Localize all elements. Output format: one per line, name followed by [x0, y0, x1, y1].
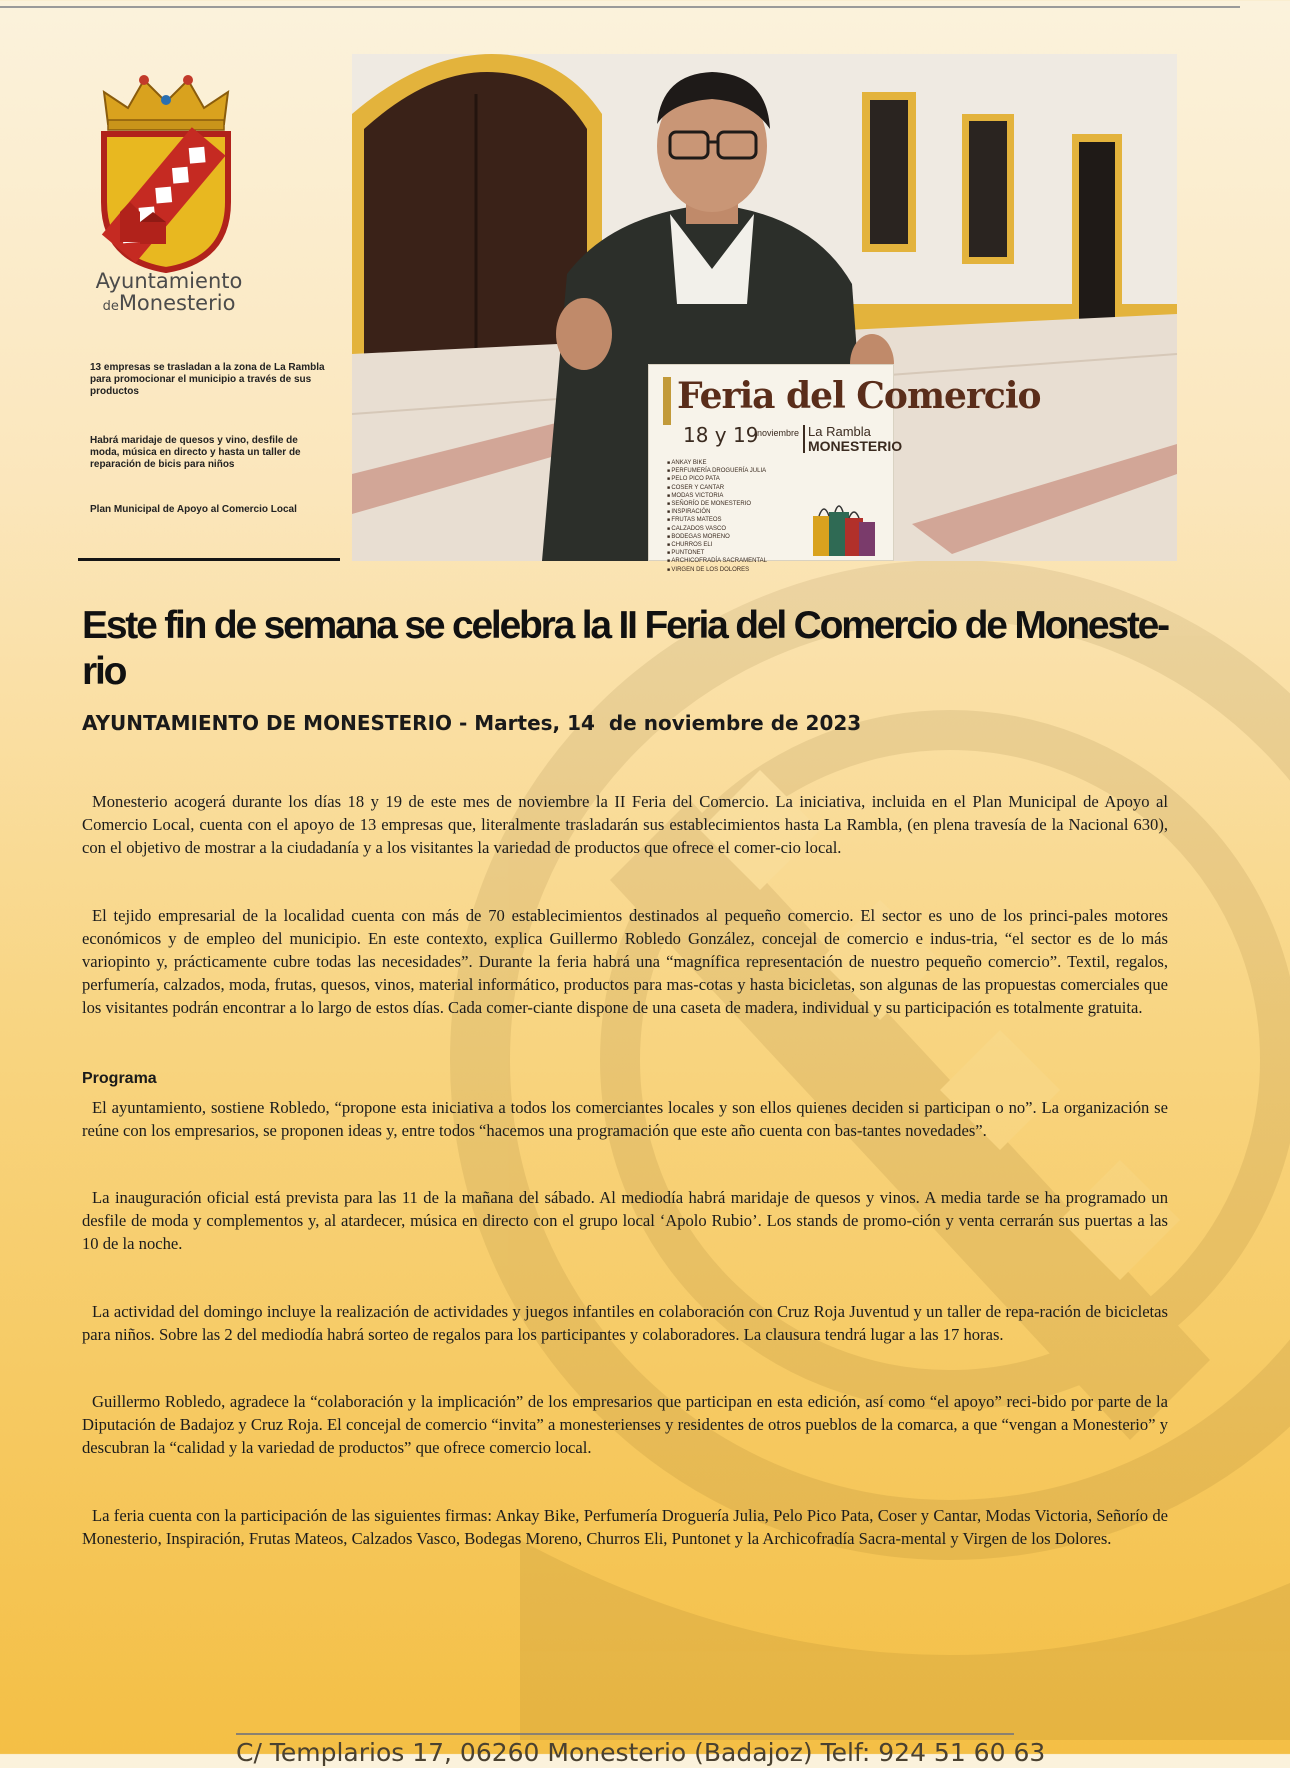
side-note: Habrá maridaje de quesos y vino, desfile de moda, música en directo y hasta un taller de reparación de bicis para niños: [90, 435, 301, 470]
shopping-bags-icon: [809, 496, 879, 558]
article-paragraph: La actividad del domingo incluye la realización de actividades y juegos infantiles en colaboración con Cruz Roja Juventud y un taller de repa-ración de bicicletas para niños. Sobre las 2 del mediodía habrá sorteo de regalos para los participantes y colaboradores. La clausura tendrá lugar a las 17 horas.: [82, 1301, 1168, 1344]
top-border-rule: [0, 6, 1240, 8]
poster-exhibitor: ■ ARCHICOFRADÍA SACRAMENTAL: [667, 557, 767, 565]
side-highlights: [90, 362, 330, 553]
logo-line-2-name: Monesterio: [118, 291, 236, 316]
poster-exhibitor: ■ CHURROS ELI: [667, 541, 767, 549]
logo-line-2: [84, 292, 254, 314]
poster-exhibitor: ■ VIRGEN DE LOS DOLORES: [667, 566, 767, 574]
article-paragraph: El tejido empresarial de la localidad cuenta con más de 70 establecimientos destinados al pequeño comercio. El sector es uno de los princi-pales motores económicos y de empleo del municipio. En este contexto, explica Guillermo Robledo González, concejal de comercio e indus-tria, “el sector es de lo más variopinto y, prácticamente cubre todas las necesidades”. Durante la feria habrá una “magnífica representación de nuestro pequeño comercio”. Textil, regalos, perfumería, calzados, moda, frutas, quesos, vinos, material informático, productos para mas-cotas y hasta bicicletas, son algunas de las propuestas comerciales que los visitantes podrán encontrar a lo largo de estos días. Cada comer-ciante dispone de una caseta de madera, individual y su participación es totalmente gratuita.: [82, 905, 1168, 1018]
article-paragraph: Guillermo Robledo, agradece la “colaboración y la implicación” de los empresarios que participan en esta edición, así como “el apoyo” reci-bido por parte de la Diputación de Badajoz y Cruz Roja. El concejal de comercio “invita” a monesterienses y residentes de otros pueblos de la comarca, a que “vengan a Monesterio” y descubran la “calidad y la variedad de productos” que ofrece comercio local.: [82, 1392, 1168, 1458]
poster-place: [803, 425, 902, 453]
poster-exhibitor: ■ ANKAY BIKE: [667, 459, 767, 467]
poster-exhibitor: ■ PERFUMERÍA DROGUERÍA JULIA: [667, 467, 767, 475]
section-subheading: Programa: [82, 1069, 157, 1087]
article-paragraph: Monesterio acogerá durante los días 18 y 19 de este mes de noviembre la II Feria del Comercio. La iniciativa, incluida en el Plan Municipal de Apoyo al Comercio Local, cuenta con el apoyo de 13 empresas que, literalmente trasladarán sus establecimientos hasta La Rambla, (en plena travesía de la Nacional 630), con el objetivo de mostrar a la ciudadanía y a los visitantes la variedad de productos que ofrece el comer-cio local.: [82, 792, 1168, 858]
side-divider: [78, 558, 340, 561]
article-paragraph: La inauguración oficial está prevista para las 11 de la mañana del sábado. Al mediodía habrá maridaje de quesos y vinos. A media tarde se ha programado un desfile de moda y complementos y, al atardecer, música en directo con el grupo local ‘Apolo Rubio’. Los stands de promo-ción y venta cerrarán sus puertas a las 10 de la noche.: [82, 1188, 1168, 1254]
article-body: [82, 790, 1168, 1550]
poster-exhibitor-list: [667, 459, 767, 574]
logo-wordmark: [84, 270, 254, 314]
logo-line-2-prefix: de: [102, 299, 119, 315]
fair-poster: [648, 364, 1041, 573]
poster-title: Feria del Comercio: [677, 375, 1041, 417]
article-headline: Este fin de semana se celebra la II Feria del Comercio de Moneste-rio: [82, 604, 1168, 693]
poster-place-line-1: La Rambla: [808, 424, 871, 439]
logo-line-1: Ayuntamiento: [95, 269, 243, 293]
article-byline: AYUNTAMIENTO DE MONESTERIO - Martes, 14 de noviembre de 2023: [82, 711, 862, 735]
footer-address: C/ Templarios 17, 06260 Monesterio (Badajoz) Telf: 924 51 60 63: [236, 1738, 1046, 1767]
footer-divider: [236, 1733, 1014, 1735]
poster-exhibitor: ■ COSER Y CANTAR: [667, 484, 767, 492]
article-paragraph: La feria cuenta con la participación de las siguientes firmas: Ankay Bike, Perfumería Droguería Julia, Pelo Pico Pata, Coser y Cantar, Modas Victoria, Señorío de Monesterio, Inspiración, Frutas Mateos, Calzados Vasco, Bodegas Moreno, Churros Eli, Puntonet y la Archicofradía Sacra-mental y Virgen de los Dolores.: [82, 1505, 1168, 1548]
article-paragraph: El ayuntamiento, sostiene Robledo, “propone esta iniciativa a todos los comerciantes locales y son ellos quienes deciden si participan o no”. La organización se reúne con los empresarios, se proponen ideas y, entre todos “hacemos una programación que este año cuenta con bas-tantes novedades”.: [82, 1097, 1168, 1140]
poster-exhibitor: ■ FRUTAS MATEOS: [667, 516, 767, 524]
poster-exhibitor: ■ CALZADOS VASCO: [667, 525, 767, 533]
poster-exhibitor: ■ BODEGAS MORENO: [667, 533, 767, 541]
poster-exhibitor: ■ INSPIRACIÓN: [667, 508, 767, 516]
side-note: 13 empresas se trasladan a la zona de La Rambla para promocionar el municipio a través de sus productos: [90, 362, 325, 397]
poster-exhibitor: ■ PELO PICO PATA: [667, 475, 767, 483]
article-photo: [352, 54, 1177, 573]
side-note: Plan Municipal de Apoyo al Comercio Local: [90, 504, 297, 515]
poster-dates: 18 y 19: [683, 423, 759, 447]
poster-roman-numeral-bar: [663, 377, 671, 425]
poster-month: noviembre: [757, 428, 800, 438]
poster-exhibitor: ■ MODAS VICTORIA: [667, 492, 767, 500]
poster-place-line-2: MONESTERIO: [808, 438, 903, 454]
poster-exhibitor: ■ PUNTONET: [667, 549, 767, 557]
poster-exhibitor: ■ SEÑORÍO DE MONESTERIO: [667, 500, 767, 508]
